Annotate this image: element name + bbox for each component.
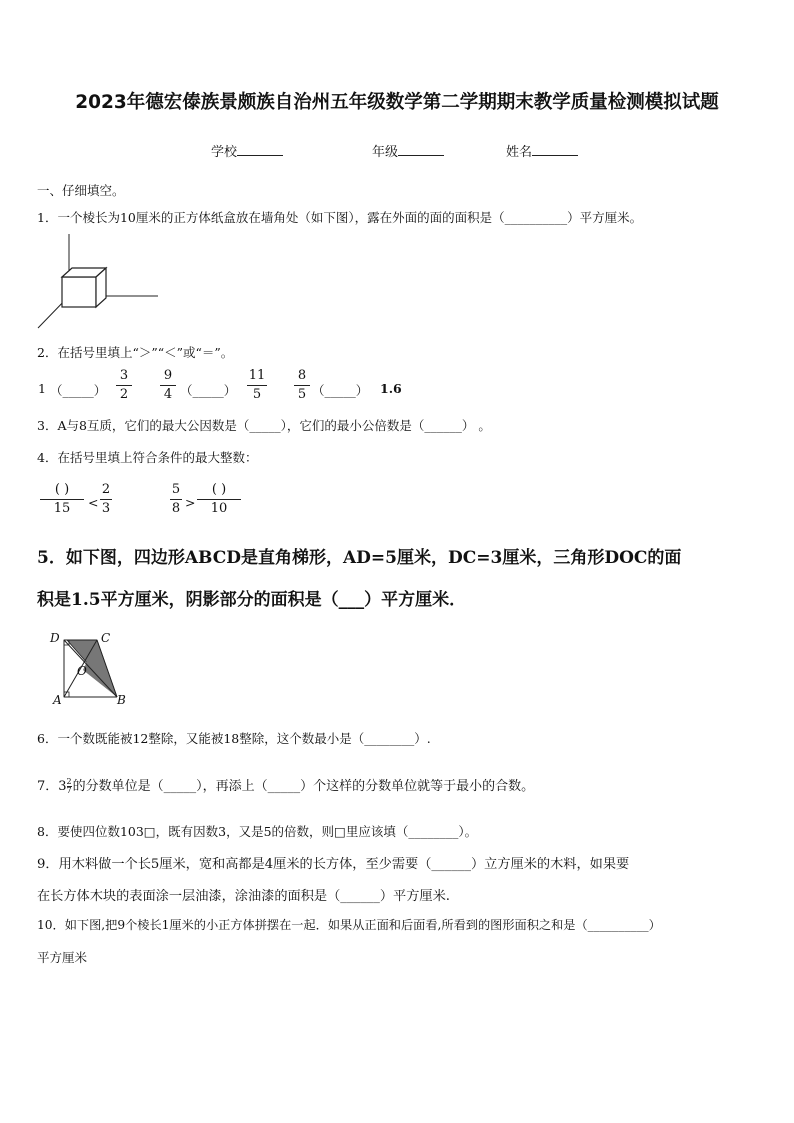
q4-a-rden: 3 <box>101 501 111 516</box>
question-3: 3．A与8互质，它们的最大公因数是（_____），它们的最小公倍数是（______） 。 <box>37 418 491 433</box>
q7-frac-num: 2 <box>66 777 72 786</box>
q2-a-den: 2 <box>119 387 129 402</box>
label-B: B <box>117 693 126 707</box>
question-1: 1．一个棱长为10厘米的正方体纸盒放在墙角处（如下图），露在外面的面的面积是（__________）平方厘米。 <box>37 210 643 225</box>
page-title: 2023年德宏傣族景颇族自治州五年级数学第二学期期末教学质量检测模拟试题 <box>75 92 719 113</box>
label-C: C <box>101 631 111 645</box>
name-label: 姓名 <box>506 145 533 160</box>
question-6: 6．一个数既能被12整除，又能被18整除，这个数最小是（________）. <box>37 731 431 746</box>
q2-b-blank[interactable]: （_____） <box>180 383 237 398</box>
q7-fraction <box>67 778 72 795</box>
q4-a-rnum: 2 <box>101 482 111 497</box>
school-blank[interactable] <box>237 143 283 156</box>
school-label: 学校 <box>211 145 238 160</box>
school-field[interactable] <box>211 141 283 160</box>
question-10-line2: 平方厘米 <box>37 950 88 965</box>
question-9-line1: 9．用木料做一个长5厘米，宽和高都是4厘米的长方体，至少需要（______）立方厘米的木料，如果要 <box>37 857 630 872</box>
question-8: 8．要使四位数103□，既有因数3，又是5的倍数，则□里应该填（________）。 <box>37 824 478 839</box>
question-9-line2: 在长方体木块的表面涂一层油漆，涂油漆的面积是（______）平方厘米. <box>37 889 451 904</box>
cube-corner-figure <box>36 234 166 334</box>
label-D: D <box>50 631 60 645</box>
q4-b-num: 5 <box>171 482 181 497</box>
q2-fraction-8-5 <box>294 368 310 403</box>
q2-fraction-11-5 <box>247 368 267 403</box>
q2-c-right: 1.6 <box>380 381 402 396</box>
q2-b2-den: 5 <box>252 387 262 402</box>
q2-a-num: 3 <box>119 368 129 383</box>
q4-b-rnum[interactable]: ( ) <box>211 482 227 497</box>
q4-b-op: > <box>185 495 196 510</box>
grade-field[interactable] <box>372 141 444 160</box>
section-heading: 一、仔细填空。 <box>37 183 125 198</box>
q2-fraction-3-2 <box>116 368 132 403</box>
q7-frac-den: 7 <box>66 786 72 795</box>
q4-a-op: < <box>88 495 99 510</box>
question-4: 4．在括号里填上符合条件的最大整数： <box>37 450 258 465</box>
question-10-line1: 10．如下图,把9个棱长1厘米的小正方体拼摆在一起．如果从正面和后面看,所看到的图形面积之和是（__________） <box>37 918 661 932</box>
name-blank[interactable] <box>532 143 578 156</box>
q2-a-blank[interactable]: （_____） <box>50 383 107 398</box>
label-O: O <box>77 664 87 678</box>
q4-b-fraction <box>170 482 182 517</box>
q4-b-right-fraction <box>197 482 241 517</box>
q4-a-num[interactable]: ( ) <box>54 482 70 497</box>
question-5-line2: 积是1.5平方厘米，阴影部分的面积是（___）平方厘米． <box>37 590 467 610</box>
q2-b-num: 9 <box>163 368 173 383</box>
label-A: A <box>53 693 62 707</box>
q4-b-rden: 10 <box>210 501 228 516</box>
q4-b-den: 8 <box>171 501 181 516</box>
name-field[interactable] <box>506 141 578 160</box>
question-2: 2．在括号里填上“＞”“＜”或“＝”。 <box>37 345 234 360</box>
q2-c-den: 5 <box>297 387 307 402</box>
question-7 <box>37 775 534 795</box>
q4-a-den: 15 <box>53 501 71 516</box>
q7-suffix: 的分数单位是（_____），再添上（_____）个这样的分数单位就等于最小的合数。 <box>72 779 535 794</box>
q2-b-den: 4 <box>163 387 173 402</box>
q2-c-num: 8 <box>297 368 307 383</box>
q4-a-fraction <box>40 482 84 517</box>
q2-a-left: 1 <box>38 381 46 396</box>
q4-a-right-fraction <box>100 482 112 517</box>
q2-c-blank[interactable]: （_____） <box>312 383 369 398</box>
q2-fraction-9-4 <box>160 368 176 403</box>
grade-blank[interactable] <box>398 143 444 156</box>
question-5-line1: 5．如下图，四边形ABCD是直角梯形，AD=5厘米，DC=3厘米，三角形DOC的面 <box>37 548 682 568</box>
grade-label: 年级 <box>372 145 399 160</box>
q7-prefix: 7．3 <box>37 779 67 794</box>
q2-b2-num: 11 <box>248 368 266 383</box>
